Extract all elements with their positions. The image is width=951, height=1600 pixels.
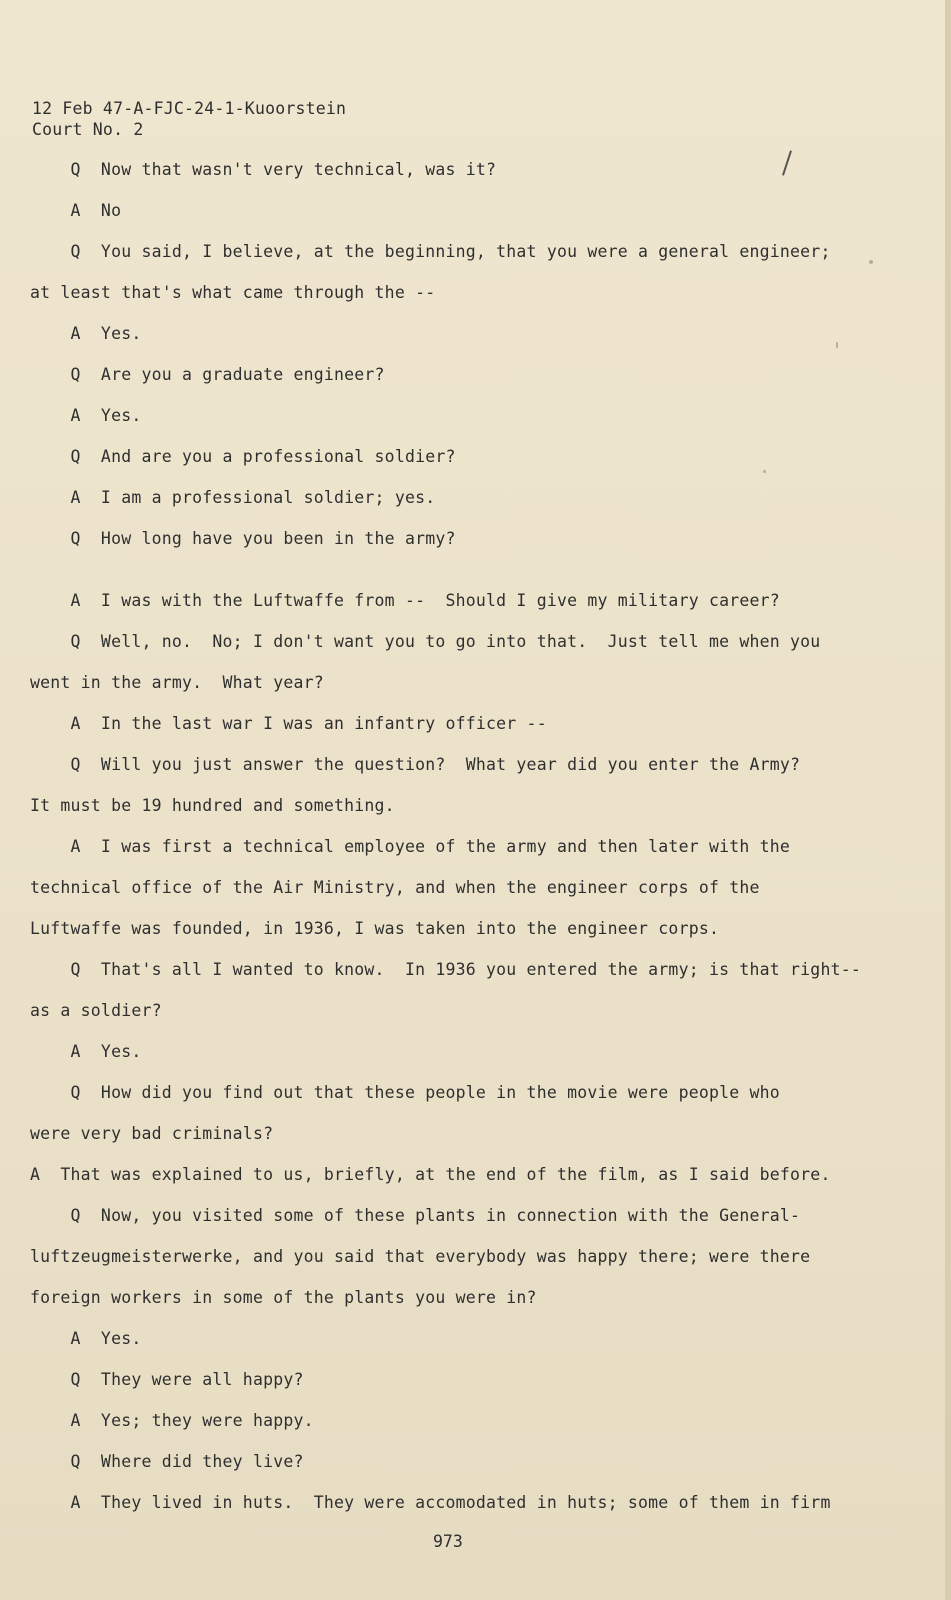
transcript-line: It must be 19 hundred and something. bbox=[30, 796, 395, 815]
page-number: 973 bbox=[433, 1532, 463, 1551]
pencil-mark bbox=[782, 150, 792, 175]
transcript-line: A No bbox=[30, 201, 122, 220]
paper-speck bbox=[836, 342, 838, 348]
transcript-line: Q How did you find out that these people in the movie were people who bbox=[30, 1083, 780, 1102]
header-line-2: Court No. 2 bbox=[32, 120, 144, 139]
transcript-line: A They lived in huts. They were accomodated in huts; some of them in firm bbox=[30, 1493, 831, 1512]
transcript-line: A That was explained to us, briefly, at the end of the film, as I said before. bbox=[30, 1165, 831, 1184]
header-line-1: 12 Feb 47-A-FJC-24-1-Kuoorstein bbox=[32, 99, 347, 118]
transcript-line: technical office of the Air Ministry, and when the engineer corps of the bbox=[30, 878, 760, 897]
page-edge bbox=[945, 0, 951, 1600]
transcript-line: were very bad criminals? bbox=[30, 1124, 274, 1143]
transcript-line: Q They were all happy? bbox=[30, 1370, 304, 1389]
transcript-line: A I was with the Luftwaffe from -- Should I give my military career? bbox=[30, 591, 780, 610]
transcript-line: luftzeugmeisterwerke, and you said that everybody was happy there; were there bbox=[30, 1247, 811, 1266]
transcript-line: Q Will you just answer the question? What year did you enter the Army? bbox=[30, 755, 801, 774]
transcript-line: at least that's what came through the -- bbox=[30, 283, 436, 302]
transcript-line: A I was first a technical employee of the army and then later with the bbox=[30, 837, 791, 856]
transcript-line: Q That's all I wanted to know. In 1936 you entered the army; is that right-- bbox=[30, 960, 861, 979]
transcript-line: Q Where did they live? bbox=[30, 1452, 304, 1471]
transcript-line: Q Well, no. No; I don't want you to go into that. Just tell me when you bbox=[30, 632, 821, 651]
transcript-line: A Yes. bbox=[30, 1329, 142, 1348]
transcript-line: Q You said, I believe, at the beginning, that you were a general engineer; bbox=[30, 242, 831, 261]
transcript-line: went in the army. What year? bbox=[30, 673, 324, 692]
transcript-line: A I am a professional soldier; yes. bbox=[30, 488, 436, 507]
transcript-line: Q And are you a professional soldier? bbox=[30, 447, 456, 466]
transcript-line: foreign workers in some of the plants you were in? bbox=[30, 1288, 537, 1307]
transcript-line: A Yes. bbox=[30, 1042, 142, 1061]
paper-speck bbox=[869, 260, 873, 264]
paper-speck bbox=[763, 470, 766, 473]
transcript-line: Q How long have you been in the army? bbox=[30, 529, 456, 548]
transcript-line: A Yes. bbox=[30, 324, 142, 343]
transcript-line: as a soldier? bbox=[30, 1001, 162, 1020]
transcript-line: Q Are you a graduate engineer? bbox=[30, 365, 385, 384]
transcript-line: Luftwaffe was founded, in 1936, I was taken into the engineer corps. bbox=[30, 919, 720, 938]
transcript-line: A In the last war I was an infantry officer -- bbox=[30, 714, 547, 733]
transcript-line: Q Now, you visited some of these plants in connection with the General- bbox=[30, 1206, 801, 1225]
transcript-line: A Yes. bbox=[30, 406, 142, 425]
transcript-line: A Yes; they were happy. bbox=[30, 1411, 314, 1430]
transcript-line: Q Now that wasn't very technical, was it? bbox=[30, 160, 497, 179]
